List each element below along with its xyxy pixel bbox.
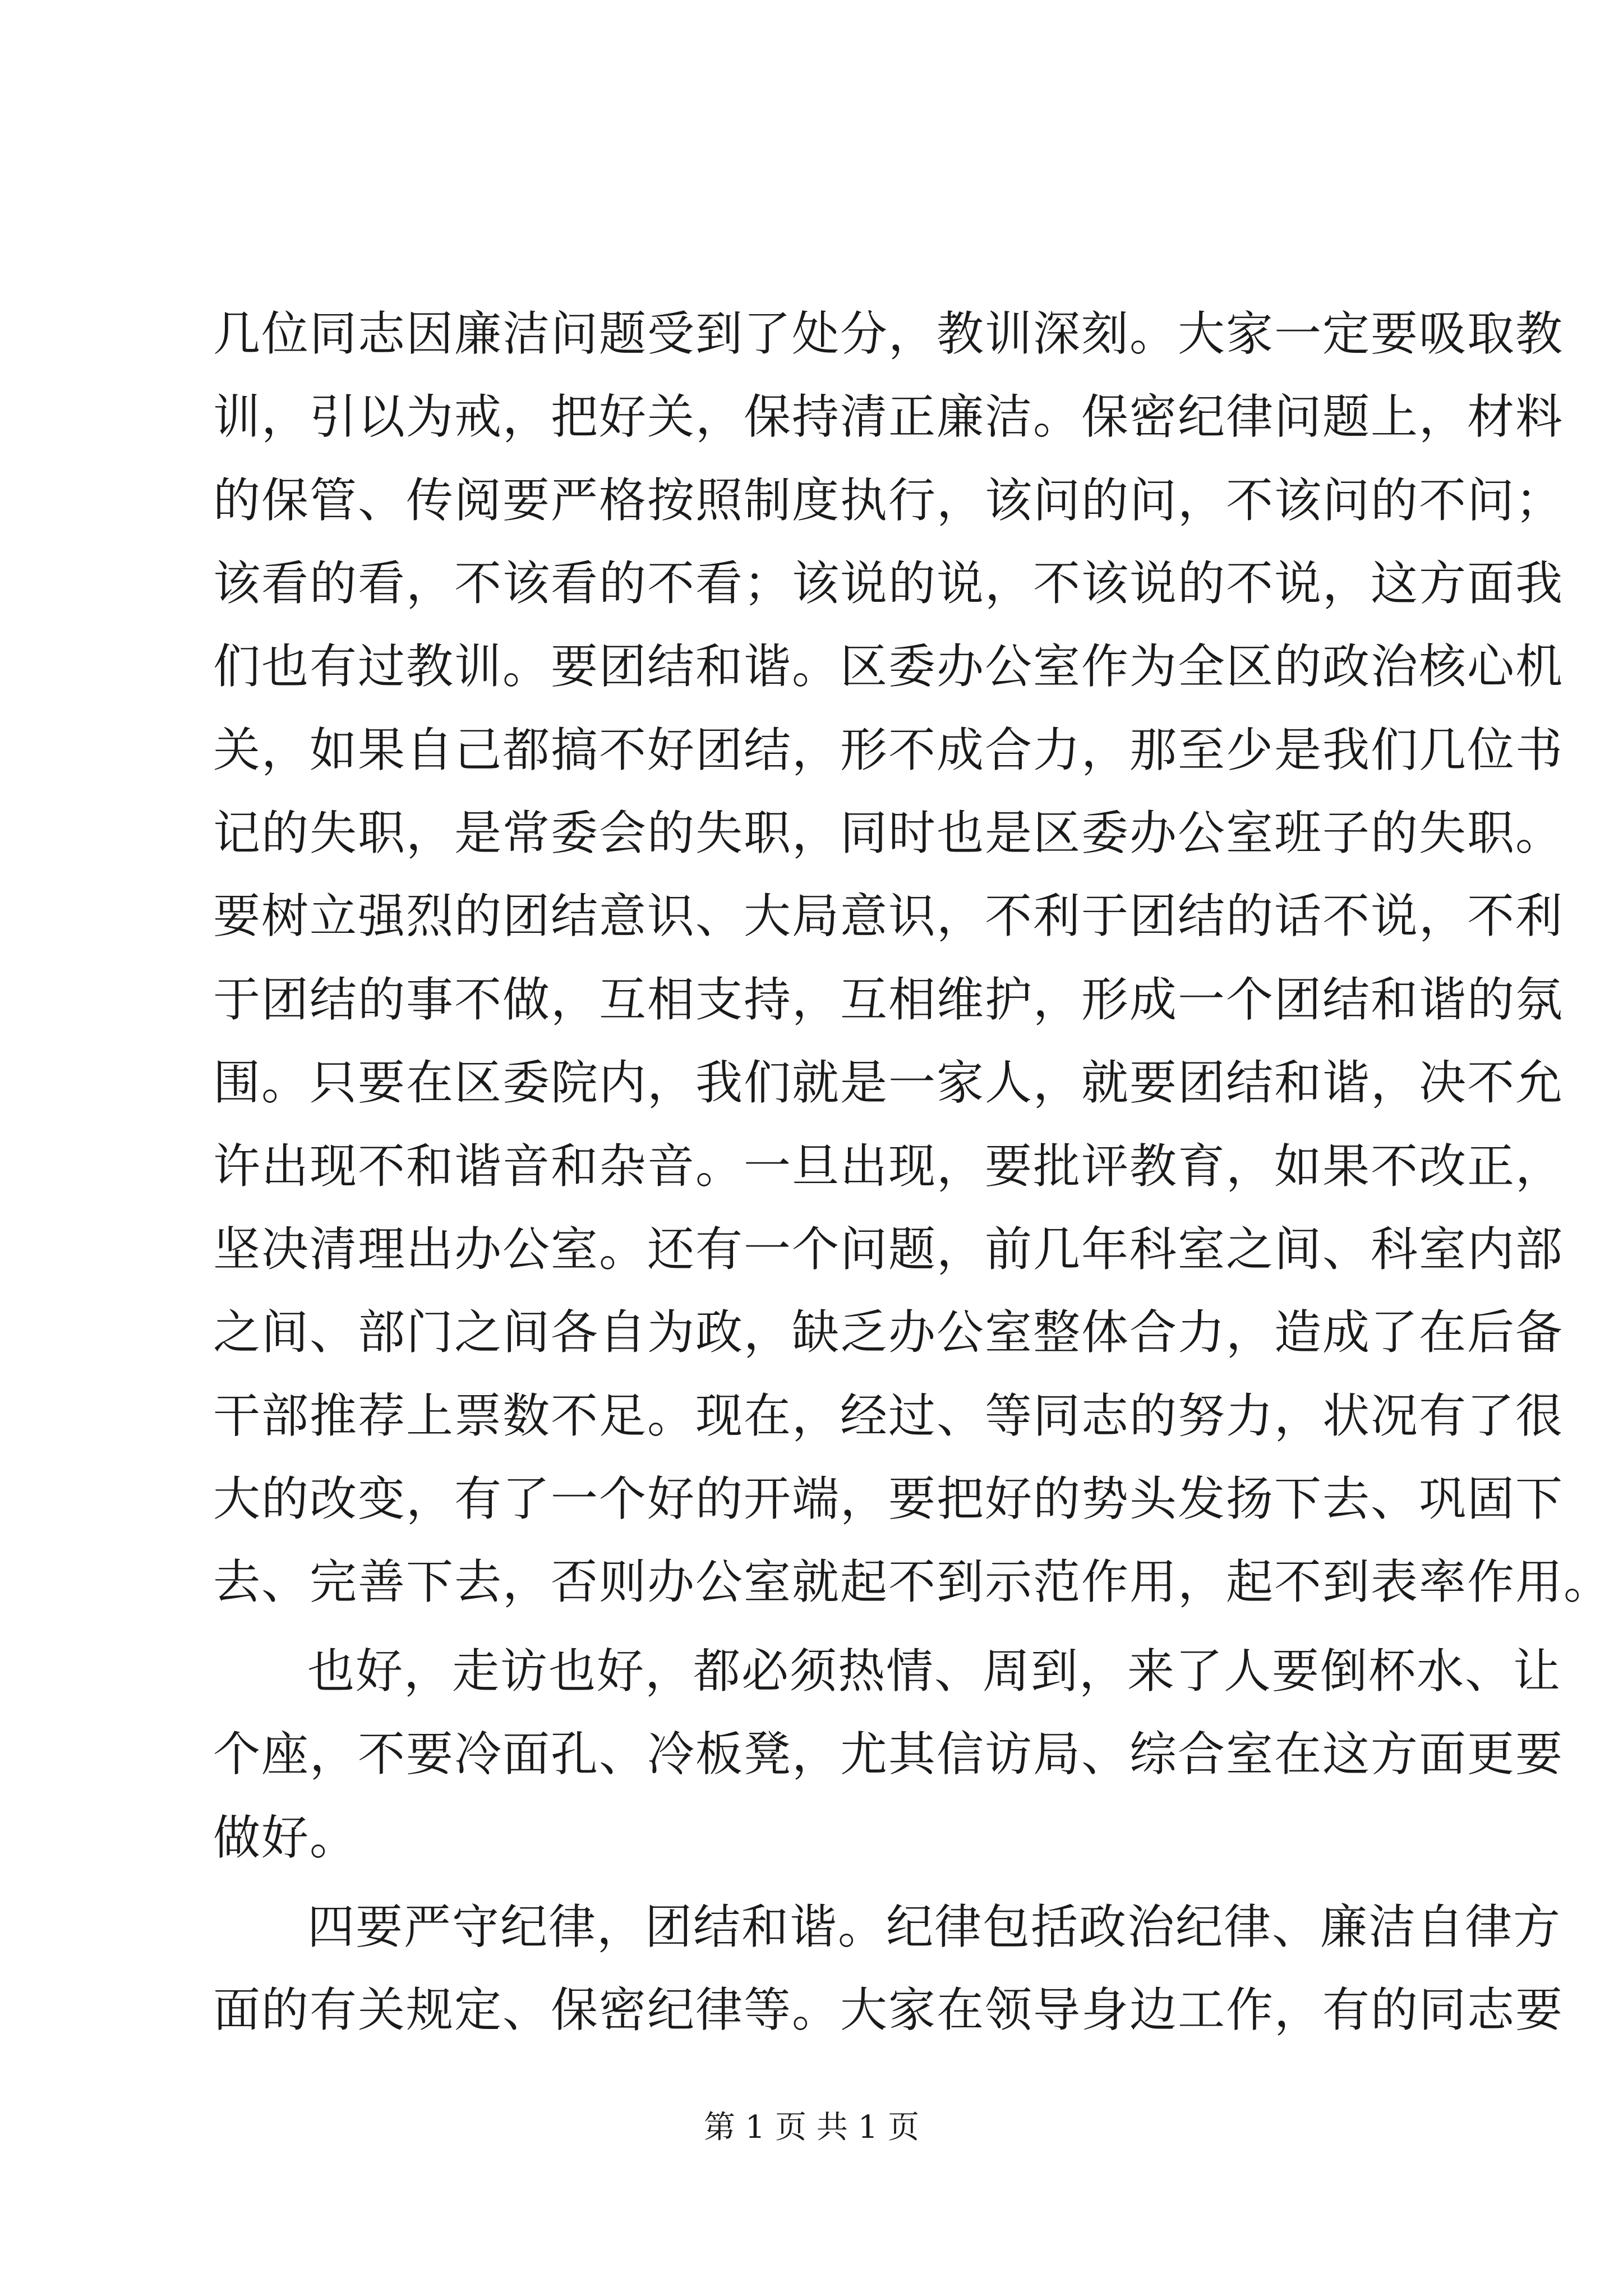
text-line: 许出现不和谐音和杂音。一旦出现，要批评教育，如果不改正， — [213, 1139, 1564, 1194]
text-line: 关，如果自己都搞不好团结，形不成合力，那至少是我们几位书 — [213, 723, 1564, 777]
text-line: 们也有过教训。要团结和谐。区委办公室作为全区的政治核心机 — [213, 639, 1564, 694]
text-line: 要树立强烈的团结意识、大局意识，不利于团结的话不说，不利 — [213, 889, 1564, 944]
text-line: 个座，不要冷面孔、冷板凳，尤其信访局、综合室在这方面更要 — [213, 1727, 1564, 1782]
text-line: 大的改变，有了一个好的开端，要把好的势头发扬下去、巩固下 — [213, 1471, 1564, 1526]
paragraph-first-line: 四要严守纪律，团结和谐。纪律包括政治纪律、廉洁自律方 — [307, 1899, 1562, 1954]
text-line: 记的失职，是常委会的失职，同时也是区委办公室班子的失职。 — [213, 806, 1564, 861]
text-line: 几位同志因廉洁问题受到了处分，教训深刻。大家一定要吸取教 — [213, 306, 1564, 361]
text-line: 去、完善下去，否则办公室就起不到示范作用，起不到表率作用。 — [213, 1554, 1612, 1609]
paragraph-first-line: 也好，走访也好，都必须热情、周到，来了人要倒杯水、让 — [307, 1644, 1562, 1699]
text-line: 之间、部门之间各自为政，缺乏办公室整体合力，造成了在后备 — [213, 1305, 1564, 1360]
text-line: 于团结的事不做，互相支持，互相维护，形成一个团结和谐的氛 — [213, 972, 1564, 1027]
text-line: 训，引以为戒，把好关，保持清正廉洁。保密纪律问题上，材料 — [213, 389, 1564, 444]
page-number-footer: 第 1 页 共 1 页 — [703, 2109, 920, 2146]
text-line: 围。只要在区委院内，我们就是一家人，就要团结和谐，决不允 — [213, 1055, 1564, 1110]
text-line: 面的有关规定、保密纪律等。大家在领导身边工作，有的同志要 — [213, 1982, 1564, 2037]
paragraph-last-line: 做好。 — [213, 1810, 358, 1865]
text-line: 坚决清理出办公室。还有一个问题，前几年科室之间、科室内部 — [213, 1222, 1564, 1277]
text-line: 该看的看，不该看的不看；该说的说，不该说的不说，这方面我 — [213, 556, 1564, 611]
text-line: 的保管、传阅要严格按照制度执行，该问的问，不该问的不问； — [213, 473, 1564, 528]
text-line: 干部推荐上票数不足。现在，经过、等同志的努力，状况有了很 — [213, 1388, 1564, 1443]
